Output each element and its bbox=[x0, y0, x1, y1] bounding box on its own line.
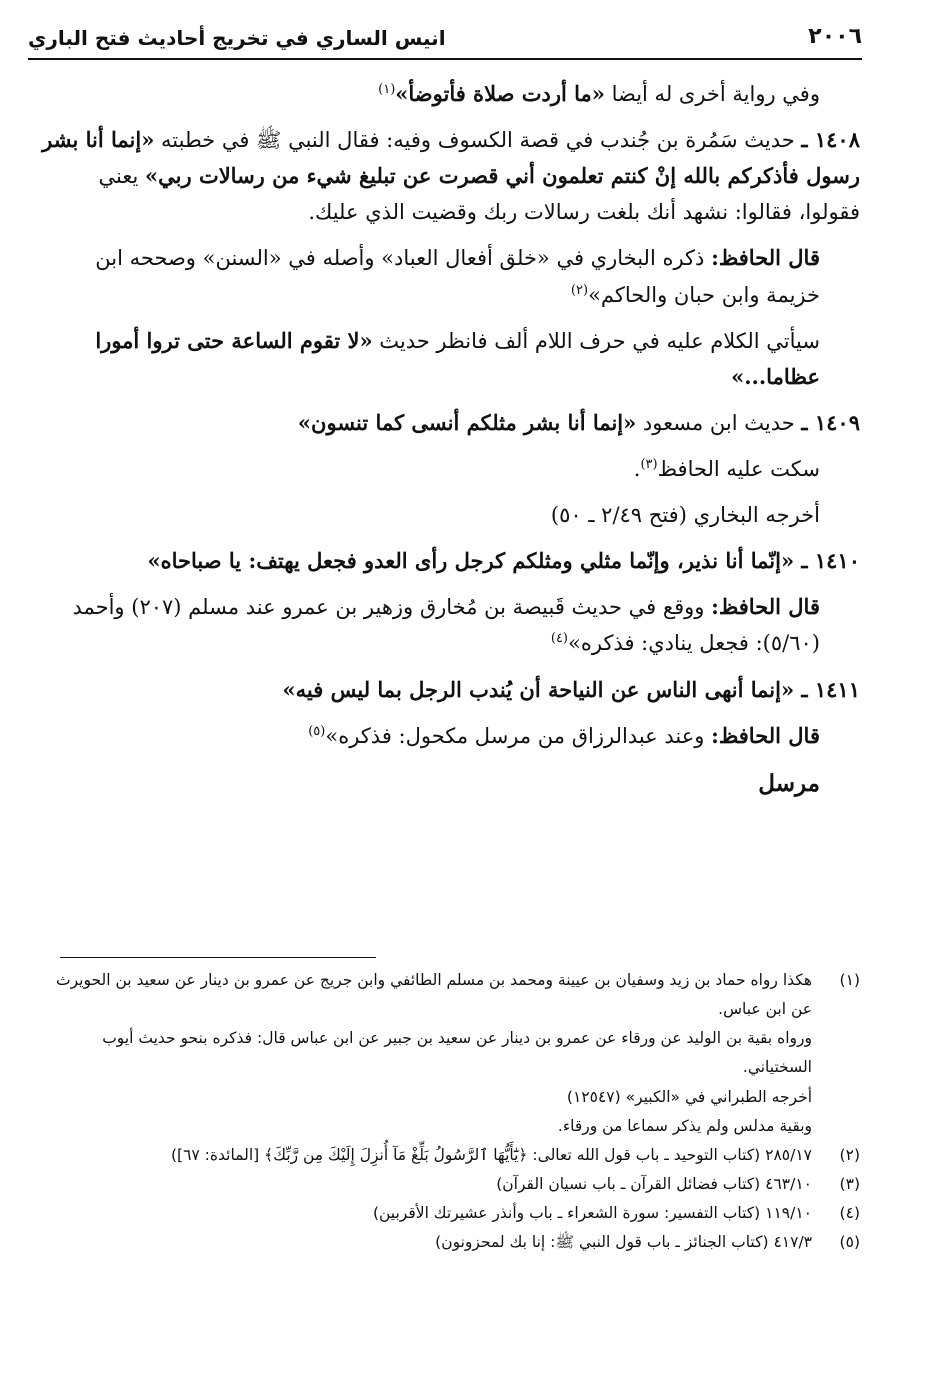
footnotes bbox=[38, 966, 860, 1257]
footnote-number: (٤) bbox=[839, 1204, 860, 1222]
hadith-entry-1409: ١٤٠٩ ـ حديث ابن مسعود «إنما أنا بشر مثلكم أنسى كما تنسون» bbox=[297, 409, 860, 435]
footnote-line: هكذا رواه حماد بن زيد وسفيان بن عيينة ومحمد بن مسلم الطائفي وابن جريج عن عمرو بن دينار عن سعيد بن الحويرث عن ابن عباس. bbox=[56, 971, 812, 1019]
hafiz-comment-1408: قال الحافظ: ذكره البخاري في «خلق أفعال العباد» وأصله في «السنن» وصححه ابن خزيمة وابن حبان والحاكم»$^{(٢)}$ bbox=[95, 245, 820, 307]
footnote-ref[interactable]: (٥) bbox=[308, 723, 326, 739]
footnote-ref[interactable]: (١) bbox=[378, 82, 396, 97]
footnote-2 bbox=[38, 1141, 860, 1170]
footnote-4 bbox=[38, 1199, 860, 1228]
entry-number: ١٤٠٩ ـ bbox=[801, 409, 860, 435]
footnote-line: أخرجه الطبراني في «الكبير» (١٢٥٤٧) bbox=[566, 1087, 812, 1106]
footnote-ref[interactable]: (٣) bbox=[640, 456, 658, 472]
paragraph-other-narration: وفي رواية أخرى له أيضا «ما أردت صلاة فأتوضأ»$^{(١)}$ bbox=[378, 81, 820, 106]
entry-number: ١٤٠٨ ـ bbox=[801, 127, 860, 153]
footnote-line: ٤١٧/٣ (كتاب الجنائز ـ باب قول النبي ﷺ: إنا بك لمحزونون) bbox=[435, 1233, 812, 1252]
footnote-3 bbox=[38, 1170, 860, 1199]
entry-number: ١٤١٠ ـ bbox=[801, 548, 860, 574]
hafiz-comment-1411: قال الحافظ: وعند عبدالرزاق من مرسل مكحول: فذكره»$^{(٥)}$ bbox=[308, 722, 820, 748]
grading-label: مرسل bbox=[758, 769, 820, 797]
hafiz-label: قال الحافظ: bbox=[711, 722, 820, 748]
footnote-ref[interactable]: (٤) bbox=[550, 631, 568, 647]
footnote-line: ٤٦٣/١٠ (كتاب فضائل القرآن ـ باب نسيان القرآن) bbox=[496, 1174, 812, 1193]
book-title: انيس الساري في تخريج أحاديث فتح الباري bbox=[28, 26, 446, 50]
footnote-divider bbox=[60, 957, 376, 958]
footnote-number: (٢) bbox=[839, 1145, 860, 1164]
hadith-entry-1410: ١٤١٠ ـ «إنّما أنا نذير، وإنّما مثلي ومثلكم كرجل رأى العدو فجعل يهتف: يا صباحاه» bbox=[147, 548, 860, 574]
main-text bbox=[36, 76, 860, 813]
hadith-entry-1411: ١٤١١ ـ «إنما أنهى الناس عن النياحة أن يُندب الرجل بما ليس فيه» bbox=[282, 676, 860, 702]
page-number: ٢٠٠٦ bbox=[808, 24, 862, 49]
footnote-line: وبقية مدلس ولم يذكر سماعا من ورقاء. bbox=[557, 1116, 812, 1135]
footnote-number: (١) bbox=[839, 971, 860, 989]
cross-reference: سيأتي الكلام عليه في حرف اللام ألف فانظر حديث «لا تقوم الساعة حتى تروا أمورا عظاما...» bbox=[95, 327, 820, 389]
hafiz-label: قال الحافظ: bbox=[711, 594, 820, 620]
hadith-entry-1408: ١٤٠٨ ـ حديث سَمُرة بن جُندب في قصة الكسوف وفيه: فقال النبي ﷺ في خطبته «إنما أنا بشر رسول فأذكركم بالله إنْ كنتم تعلمون أني قصرت عن تبليغ شيء من رسالات ربي» يعني فقولوا، فقالوا: نشهد أنك بلغت رسالات ربك وقضيت الذي عليك. bbox=[42, 127, 860, 225]
footnote-ref[interactable]: (٢) bbox=[570, 282, 589, 298]
footnote-line: ١١٩/١٠ (كتاب التفسير: سورة الشعراء ـ باب وأنذر عشيرتك الأقربين) bbox=[372, 1204, 812, 1222]
bukhari-reference: أخرجه البخاري (فتح ٢/٤٩ ـ ٥٠) bbox=[550, 503, 820, 528]
footnote-line: ٢٨٥/١٧ (كتاب التوحيد ـ باب قول الله تعالى: ﴿يَٰٓأَيُّهَا ٱلرَّسُولُ بَلِّغْ مَآ أُنزِلَ إِلَيْكَ مِن رَّبِّكَ﴾ [المائدة: ٦٧]) bbox=[170, 1145, 812, 1164]
footnote-5 bbox=[38, 1228, 860, 1257]
running-header bbox=[28, 24, 862, 60]
silent-note: سكت عليه الحافظ$^{(٣)}$. bbox=[633, 456, 820, 481]
entry-number: ١٤١١ ـ bbox=[801, 676, 860, 702]
hafiz-label: قال الحافظ: bbox=[711, 245, 820, 271]
footnote-number: (٣) bbox=[839, 1174, 860, 1193]
footnote-1 bbox=[38, 966, 860, 1141]
footnote-line: ورواه بقية بن الوليد عن ورقاء عن عمرو بن دينار عن سعيد بن جبير عن ابن عباس قال: فذكره بنحو حديث أيوب السختياني. bbox=[102, 1029, 812, 1077]
hafiz-comment-1410: قال الحافظ: ووقع في حديث قَبيصة بن مُخارق وزهير بن عمرو عند مسلم (٢٠٧) وأحمد (٥/٦٠): فجعل ينادي: فذكره»$^{(٤)}$ bbox=[72, 594, 820, 656]
footnote-number: (٥) bbox=[839, 1233, 860, 1252]
